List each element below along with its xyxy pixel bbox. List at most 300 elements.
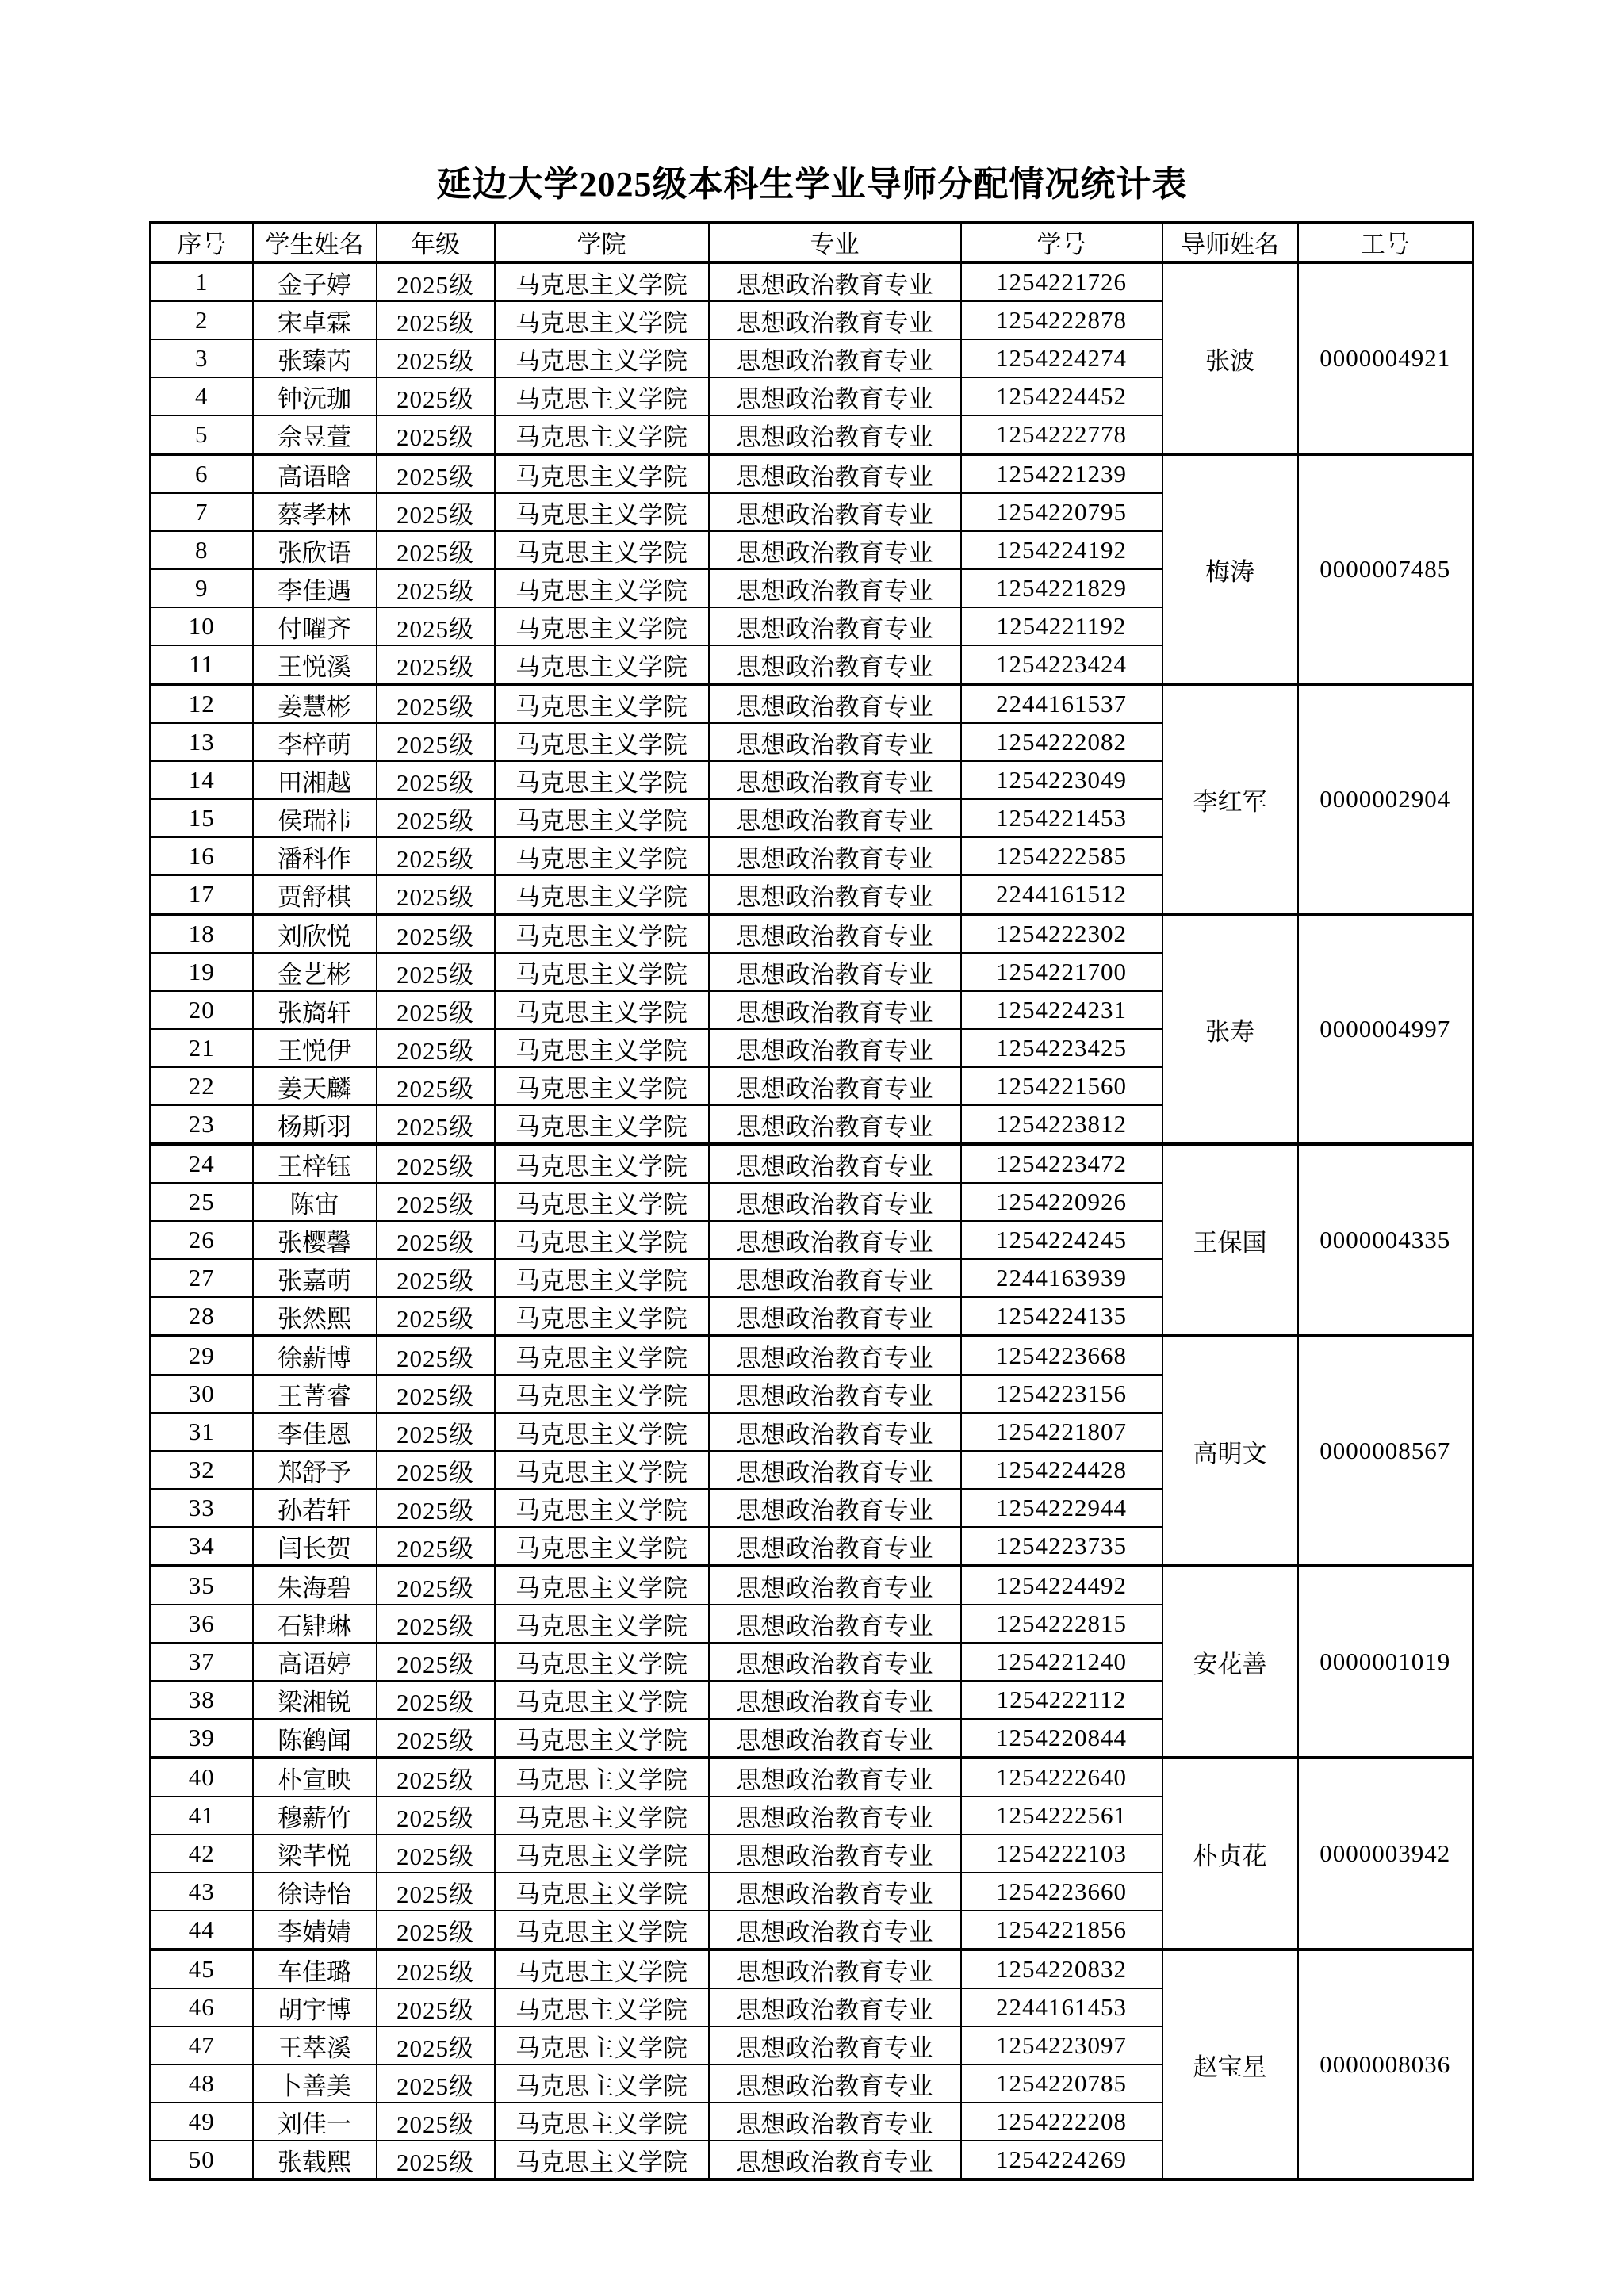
cell-student-id: 2244163939 xyxy=(961,1259,1162,1297)
cell-student-id: 1254221829 xyxy=(961,569,1162,607)
cell-student-name: 高语婷 xyxy=(253,1643,377,1681)
cell-student-id: 1254221726 xyxy=(961,262,1162,301)
cell-student-id: 1254221856 xyxy=(961,1911,1162,1950)
cell-index: 26 xyxy=(151,1221,253,1259)
cell-grade: 2025级 xyxy=(377,1681,495,1719)
cell-major: 思想政治教育专业 xyxy=(709,645,961,684)
cell-college: 马克思主义学院 xyxy=(495,645,709,684)
cell-college: 马克思主义学院 xyxy=(495,1643,709,1681)
cell-grade: 2025级 xyxy=(377,1297,495,1336)
cell-student-id: 2244161453 xyxy=(961,1988,1162,2026)
cell-major: 思想政治教育专业 xyxy=(709,2141,961,2179)
cell-grade: 2025级 xyxy=(377,1144,495,1183)
cell-index: 36 xyxy=(151,1605,253,1643)
cell-college: 马克思主义学院 xyxy=(495,1259,709,1297)
cell-student-name: 潘科作 xyxy=(253,837,377,875)
cell-college: 马克思主义学院 xyxy=(495,875,709,914)
cell-college: 马克思主义学院 xyxy=(495,262,709,301)
cell-college: 马克思主义学院 xyxy=(495,2026,709,2064)
cell-grade: 2025级 xyxy=(377,493,495,531)
cell-student-name: 张然熙 xyxy=(253,1297,377,1336)
cell-grade: 2025级 xyxy=(377,1835,495,1873)
cell-major: 思想政治教育专业 xyxy=(709,1835,961,1873)
cell-student-name: 李梓萌 xyxy=(253,723,377,761)
cell-major: 思想政治教育专业 xyxy=(709,1758,961,1797)
cell-major: 思想政治教育专业 xyxy=(709,262,961,301)
cell-college: 马克思主义学院 xyxy=(495,1835,709,1873)
cell-major: 思想政治教育专业 xyxy=(709,2026,961,2064)
cell-college: 马克思主义学院 xyxy=(495,569,709,607)
cell-index: 43 xyxy=(151,1873,253,1911)
cell-index: 46 xyxy=(151,1988,253,2026)
cell-advisor-name: 赵宝星 xyxy=(1162,1950,1298,2179)
cell-college: 马克思主义学院 xyxy=(495,1105,709,1144)
cell-index: 10 xyxy=(151,607,253,645)
cell-major: 思想政治教育专业 xyxy=(709,1375,961,1413)
cell-major: 思想政治教育专业 xyxy=(709,454,961,493)
cell-college: 马克思主义学院 xyxy=(495,607,709,645)
cell-major: 思想政治教育专业 xyxy=(709,1719,961,1758)
cell-college: 马克思主义学院 xyxy=(495,1451,709,1489)
table-row xyxy=(151,262,1473,301)
cell-student-id: 1254224269 xyxy=(961,2141,1162,2179)
cell-grade: 2025级 xyxy=(377,1950,495,1988)
cell-student-id: 1254222112 xyxy=(961,1681,1162,1719)
table-body xyxy=(151,262,1473,2179)
cell-major: 思想政治教育专业 xyxy=(709,1105,961,1144)
cell-student-name: 王梓钰 xyxy=(253,1144,377,1183)
table-row xyxy=(151,914,1473,953)
cell-grade: 2025级 xyxy=(377,454,495,493)
cell-index: 31 xyxy=(151,1413,253,1451)
cell-index: 13 xyxy=(151,723,253,761)
cell-index: 25 xyxy=(151,1183,253,1221)
cell-major: 思想政治教育专业 xyxy=(709,761,961,799)
cell-student-name: 石肄琳 xyxy=(253,1605,377,1643)
cell-student-id: 1254223735 xyxy=(961,1527,1162,1566)
cell-grade: 2025级 xyxy=(377,914,495,953)
cell-grade: 2025级 xyxy=(377,1067,495,1105)
cell-major: 思想政治教育专业 xyxy=(709,1988,961,2026)
cell-college: 马克思主义学院 xyxy=(495,1297,709,1336)
cell-index: 20 xyxy=(151,991,253,1029)
cell-index: 19 xyxy=(151,953,253,991)
cell-major: 思想政治教育专业 xyxy=(709,684,961,723)
header-staff-id: 工号 xyxy=(1298,223,1473,263)
cell-student-name: 张载熙 xyxy=(253,2141,377,2179)
cell-college: 马克思主义学院 xyxy=(495,2141,709,2179)
cell-student-name: 卜善美 xyxy=(253,2064,377,2103)
table-row xyxy=(151,1950,1473,1988)
cell-student-id: 1254222878 xyxy=(961,301,1162,339)
cell-index: 22 xyxy=(151,1067,253,1105)
cell-grade: 2025级 xyxy=(377,1873,495,1911)
cell-student-id: 1254222815 xyxy=(961,1605,1162,1643)
cell-college: 马克思主义学院 xyxy=(495,1950,709,1988)
cell-student-name: 付曜齐 xyxy=(253,607,377,645)
cell-student-id: 1254224135 xyxy=(961,1297,1162,1336)
cell-major: 思想政治教育专业 xyxy=(709,875,961,914)
cell-student-name: 徐诗怡 xyxy=(253,1873,377,1911)
cell-index: 27 xyxy=(151,1259,253,1297)
cell-student-name: 李婧婧 xyxy=(253,1911,377,1950)
cell-college: 马克思主义学院 xyxy=(495,1719,709,1758)
cell-college: 马克思主义学院 xyxy=(495,1413,709,1451)
cell-index: 33 xyxy=(151,1489,253,1527)
cell-index: 28 xyxy=(151,1297,253,1336)
cell-grade: 2025级 xyxy=(377,2064,495,2103)
cell-major: 思想政治教育专业 xyxy=(709,1605,961,1643)
cell-major: 思想政治教育专业 xyxy=(709,2064,961,2103)
cell-student-name: 蔡孝林 xyxy=(253,493,377,531)
cell-student-name: 王悦溪 xyxy=(253,645,377,684)
cell-major: 思想政治教育专业 xyxy=(709,1067,961,1105)
table-row xyxy=(151,1758,1473,1797)
cell-grade: 2025级 xyxy=(377,1566,495,1605)
cell-student-id: 1254222208 xyxy=(961,2103,1162,2141)
cell-grade: 2025级 xyxy=(377,2026,495,2064)
cell-college: 马克思主义学院 xyxy=(495,1758,709,1797)
cell-index: 6 xyxy=(151,454,253,493)
cell-student-name: 王萃溪 xyxy=(253,2026,377,2064)
cell-student-id: 1254223425 xyxy=(961,1029,1162,1067)
cell-student-name: 刘欣悦 xyxy=(253,914,377,953)
cell-student-name: 张旖轩 xyxy=(253,991,377,1029)
cell-index: 23 xyxy=(151,1105,253,1144)
cell-index: 21 xyxy=(151,1029,253,1067)
cell-grade: 2025级 xyxy=(377,1105,495,1144)
cell-college: 马克思主义学院 xyxy=(495,531,709,569)
cell-index: 4 xyxy=(151,377,253,415)
cell-index: 45 xyxy=(151,1950,253,1988)
cell-student-id: 1254223668 xyxy=(961,1336,1162,1375)
cell-student-id: 1254222103 xyxy=(961,1835,1162,1873)
cell-major: 思想政治教育专业 xyxy=(709,1797,961,1835)
header-grade: 年级 xyxy=(377,223,495,263)
cell-index: 38 xyxy=(151,1681,253,1719)
cell-advisor-name: 张波 xyxy=(1162,262,1298,454)
cell-college: 马克思主义学院 xyxy=(495,415,709,454)
cell-index: 12 xyxy=(151,684,253,723)
cell-grade: 2025级 xyxy=(377,1988,495,2026)
cell-student-name: 张樱馨 xyxy=(253,1221,377,1259)
cell-grade: 2025级 xyxy=(377,262,495,301)
cell-major: 思想政治教育专业 xyxy=(709,2103,961,2141)
cell-index: 2 xyxy=(151,301,253,339)
cell-college: 马克思主义学院 xyxy=(495,1221,709,1259)
cell-major: 思想政治教育专业 xyxy=(709,607,961,645)
cell-student-name: 佘昱萱 xyxy=(253,415,377,454)
cell-college: 马克思主义学院 xyxy=(495,1144,709,1183)
cell-index: 47 xyxy=(151,2026,253,2064)
cell-major: 思想政治教育专业 xyxy=(709,1144,961,1183)
cell-college: 马克思主义学院 xyxy=(495,1911,709,1950)
cell-grade: 2025级 xyxy=(377,1336,495,1375)
cell-grade: 2025级 xyxy=(377,1489,495,1527)
cell-grade: 2025级 xyxy=(377,1719,495,1758)
advisor-assignment-table xyxy=(149,221,1474,2181)
cell-grade: 2025级 xyxy=(377,1527,495,1566)
cell-staff-id: 0000001019 xyxy=(1298,1566,1473,1758)
cell-student-id: 1254224245 xyxy=(961,1221,1162,1259)
cell-staff-id: 0000002904 xyxy=(1298,684,1473,914)
cell-major: 思想政治教育专业 xyxy=(709,991,961,1029)
cell-college: 马克思主义学院 xyxy=(495,1489,709,1527)
cell-student-name: 姜慧彬 xyxy=(253,684,377,723)
cell-student-name: 徐薪博 xyxy=(253,1336,377,1375)
cell-grade: 2025级 xyxy=(377,837,495,875)
cell-college: 马克思主义学院 xyxy=(495,301,709,339)
cell-college: 马克思主义学院 xyxy=(495,1988,709,2026)
cell-index: 41 xyxy=(151,1797,253,1835)
cell-grade: 2025级 xyxy=(377,569,495,607)
cell-index: 48 xyxy=(151,2064,253,2103)
cell-student-id: 1254222585 xyxy=(961,837,1162,875)
cell-staff-id: 0000004921 xyxy=(1298,262,1473,454)
cell-major: 思想政治教育专业 xyxy=(709,953,961,991)
cell-index: 5 xyxy=(151,415,253,454)
cell-student-id: 1254221700 xyxy=(961,953,1162,991)
cell-college: 马克思主义学院 xyxy=(495,1797,709,1835)
cell-grade: 2025级 xyxy=(377,531,495,569)
cell-student-name: 郑舒予 xyxy=(253,1451,377,1489)
cell-student-id: 1254220832 xyxy=(961,1950,1162,1988)
cell-major: 思想政治教育专业 xyxy=(709,1297,961,1336)
cell-major: 思想政治教育专业 xyxy=(709,837,961,875)
cell-major: 思想政治教育专业 xyxy=(709,723,961,761)
cell-staff-id: 0000007485 xyxy=(1298,454,1473,684)
cell-student-id: 1254222082 xyxy=(961,723,1162,761)
cell-student-name: 朱海碧 xyxy=(253,1566,377,1605)
cell-college: 马克思主义学院 xyxy=(495,2064,709,2103)
cell-grade: 2025级 xyxy=(377,1451,495,1489)
cell-student-name: 穆薪竹 xyxy=(253,1797,377,1835)
cell-student-name: 陈鹤闻 xyxy=(253,1719,377,1758)
cell-college: 马克思主义学院 xyxy=(495,493,709,531)
cell-student-name: 胡宇博 xyxy=(253,1988,377,2026)
cell-student-name: 朴宣映 xyxy=(253,1758,377,1797)
cell-student-id: 1254220844 xyxy=(961,1719,1162,1758)
cell-grade: 2025级 xyxy=(377,991,495,1029)
cell-major: 思想政治教育专业 xyxy=(709,415,961,454)
cell-college: 马克思主义学院 xyxy=(495,339,709,377)
cell-student-name: 王悦伊 xyxy=(253,1029,377,1067)
cell-student-name: 梁芊悦 xyxy=(253,1835,377,1873)
document-title: 延边大学2025级本科生学业导师分配情况统计表 xyxy=(436,165,1188,204)
cell-student-name: 杨斯羽 xyxy=(253,1105,377,1144)
cell-student-id: 1254224274 xyxy=(961,339,1162,377)
cell-grade: 2025级 xyxy=(377,339,495,377)
cell-advisor-name: 梅涛 xyxy=(1162,454,1298,684)
cell-student-name: 刘佳一 xyxy=(253,2103,377,2141)
cell-student-name: 梁湘锐 xyxy=(253,1681,377,1719)
table-row xyxy=(151,454,1473,493)
cell-student-id: 1254221560 xyxy=(961,1067,1162,1105)
cell-student-id: 2244161537 xyxy=(961,684,1162,723)
cell-student-name: 孙若轩 xyxy=(253,1489,377,1527)
cell-major: 思想政治教育专业 xyxy=(709,1413,961,1451)
cell-student-id: 1254222302 xyxy=(961,914,1162,953)
cell-student-id: 1254224192 xyxy=(961,531,1162,569)
cell-grade: 2025级 xyxy=(377,377,495,415)
cell-student-id: 1254220795 xyxy=(961,493,1162,531)
cell-student-name: 钟沅珈 xyxy=(253,377,377,415)
cell-advisor-name: 李红军 xyxy=(1162,684,1298,914)
cell-student-name: 金艺彬 xyxy=(253,953,377,991)
cell-grade: 2025级 xyxy=(377,761,495,799)
cell-index: 8 xyxy=(151,531,253,569)
cell-index: 24 xyxy=(151,1144,253,1183)
cell-grade: 2025级 xyxy=(377,1605,495,1643)
cell-major: 思想政治教育专业 xyxy=(709,1221,961,1259)
cell-grade: 2025级 xyxy=(377,645,495,684)
cell-college: 马克思主义学院 xyxy=(495,454,709,493)
cell-index: 7 xyxy=(151,493,253,531)
cell-grade: 2025级 xyxy=(377,1911,495,1950)
cell-student-name: 田湘越 xyxy=(253,761,377,799)
cell-advisor-name: 朴贞花 xyxy=(1162,1758,1298,1950)
table-row xyxy=(151,1144,1473,1183)
cell-grade: 2025级 xyxy=(377,1183,495,1221)
cell-index: 35 xyxy=(151,1566,253,1605)
cell-college: 马克思主义学院 xyxy=(495,991,709,1029)
cell-advisor-name: 王保国 xyxy=(1162,1144,1298,1336)
cell-student-name: 李佳恩 xyxy=(253,1413,377,1451)
cell-college: 马克思主义学院 xyxy=(495,2103,709,2141)
cell-student-name: 李佳遇 xyxy=(253,569,377,607)
cell-index: 37 xyxy=(151,1643,253,1681)
cell-student-name: 陈宙 xyxy=(253,1183,377,1221)
cell-index: 3 xyxy=(151,339,253,377)
cell-grade: 2025级 xyxy=(377,1029,495,1067)
cell-college: 马克思主义学院 xyxy=(495,1527,709,1566)
cell-student-name: 闫长贺 xyxy=(253,1527,377,1566)
cell-college: 马克思主义学院 xyxy=(495,1029,709,1067)
cell-grade: 2025级 xyxy=(377,723,495,761)
header-major: 专业 xyxy=(709,223,961,263)
cell-student-id: 1254222944 xyxy=(961,1489,1162,1527)
cell-major: 思想政治教育专业 xyxy=(709,799,961,837)
table-row xyxy=(151,684,1473,723)
cell-college: 马克思主义学院 xyxy=(495,1067,709,1105)
cell-student-id: 1254221807 xyxy=(961,1413,1162,1451)
cell-grade: 2025级 xyxy=(377,1375,495,1413)
cell-advisor-name: 张寿 xyxy=(1162,914,1298,1144)
cell-grade: 2025级 xyxy=(377,875,495,914)
cell-grade: 2025级 xyxy=(377,684,495,723)
cell-index: 50 xyxy=(151,2141,253,2179)
cell-index: 40 xyxy=(151,1758,253,1797)
cell-grade: 2025级 xyxy=(377,2141,495,2179)
cell-index: 32 xyxy=(151,1451,253,1489)
cell-student-id: 1254224452 xyxy=(961,377,1162,415)
cell-major: 思想政治教育专业 xyxy=(709,1183,961,1221)
cell-index: 29 xyxy=(151,1336,253,1375)
cell-index: 9 xyxy=(151,569,253,607)
cell-student-id: 1254222640 xyxy=(961,1758,1162,1797)
table-row xyxy=(151,1566,1473,1605)
cell-advisor-name: 高明文 xyxy=(1162,1336,1298,1566)
cell-index: 30 xyxy=(151,1375,253,1413)
cell-student-id: 1254223424 xyxy=(961,645,1162,684)
cell-student-id: 1254222778 xyxy=(961,415,1162,454)
cell-college: 马克思主义学院 xyxy=(495,684,709,723)
cell-major: 思想政治教育专业 xyxy=(709,1336,961,1375)
cell-student-id: 1254223660 xyxy=(961,1873,1162,1911)
cell-grade: 2025级 xyxy=(377,1221,495,1259)
cell-major: 思想政治教育专业 xyxy=(709,1489,961,1527)
cell-grade: 2025级 xyxy=(377,301,495,339)
cell-student-id: 1254223097 xyxy=(961,2026,1162,2064)
header-advisor-name: 导师姓名 xyxy=(1162,223,1298,263)
header-student-name: 学生姓名 xyxy=(253,223,377,263)
cell-index: 18 xyxy=(151,914,253,953)
cell-college: 马克思主义学院 xyxy=(495,837,709,875)
cell-major: 思想政治教育专业 xyxy=(709,301,961,339)
table-row xyxy=(151,1336,1473,1375)
cell-staff-id: 0000003942 xyxy=(1298,1758,1473,1950)
cell-student-id: 1254223472 xyxy=(961,1144,1162,1183)
cell-staff-id: 0000004335 xyxy=(1298,1144,1473,1336)
cell-staff-id: 0000008567 xyxy=(1298,1336,1473,1566)
cell-major: 思想政治教育专业 xyxy=(709,339,961,377)
cell-index: 17 xyxy=(151,875,253,914)
cell-index: 1 xyxy=(151,262,253,301)
cell-staff-id: 0000008036 xyxy=(1298,1950,1473,2179)
cell-major: 思想政治教育专业 xyxy=(709,1911,961,1950)
cell-major: 思想政治教育专业 xyxy=(709,1527,961,1566)
cell-major: 思想政治教育专业 xyxy=(709,1259,961,1297)
cell-grade: 2025级 xyxy=(377,1797,495,1835)
cell-advisor-name: 安花善 xyxy=(1162,1566,1298,1758)
cell-index: 49 xyxy=(151,2103,253,2141)
cell-student-id: 1254222561 xyxy=(961,1797,1162,1835)
cell-student-id: 1254223156 xyxy=(961,1375,1162,1413)
cell-grade: 2025级 xyxy=(377,953,495,991)
cell-major: 思想政治教育专业 xyxy=(709,569,961,607)
cell-student-id: 1254221192 xyxy=(961,607,1162,645)
cell-college: 马克思主义学院 xyxy=(495,1336,709,1375)
cell-student-id: 1254224428 xyxy=(961,1451,1162,1489)
cell-major: 思想政治教育专业 xyxy=(709,377,961,415)
header-index: 序号 xyxy=(151,223,253,263)
cell-student-name: 张欣语 xyxy=(253,531,377,569)
cell-index: 34 xyxy=(151,1527,253,1566)
cell-college: 马克思主义学院 xyxy=(495,1375,709,1413)
cell-student-id: 2244161512 xyxy=(961,875,1162,914)
cell-student-name: 高语晗 xyxy=(253,454,377,493)
cell-grade: 2025级 xyxy=(377,1259,495,1297)
cell-student-id: 1254220785 xyxy=(961,2064,1162,2103)
cell-major: 思想政治教育专业 xyxy=(709,1643,961,1681)
cell-college: 马克思主义学院 xyxy=(495,1681,709,1719)
cell-major: 思想政治教育专业 xyxy=(709,1029,961,1067)
cell-grade: 2025级 xyxy=(377,799,495,837)
cell-index: 14 xyxy=(151,761,253,799)
table-header-row xyxy=(151,223,1473,263)
cell-student-name: 车佳璐 xyxy=(253,1950,377,1988)
cell-college: 马克思主义学院 xyxy=(495,1566,709,1605)
cell-index: 39 xyxy=(151,1719,253,1758)
cell-college: 马克思主义学院 xyxy=(495,1183,709,1221)
cell-student-name: 姜天麟 xyxy=(253,1067,377,1105)
cell-grade: 2025级 xyxy=(377,1643,495,1681)
cell-student-id: 1254221453 xyxy=(961,799,1162,837)
cell-student-id: 1254223049 xyxy=(961,761,1162,799)
cell-major: 思想政治教育专业 xyxy=(709,1566,961,1605)
cell-college: 马克思主义学院 xyxy=(495,377,709,415)
cell-major: 思想政治教育专业 xyxy=(709,531,961,569)
